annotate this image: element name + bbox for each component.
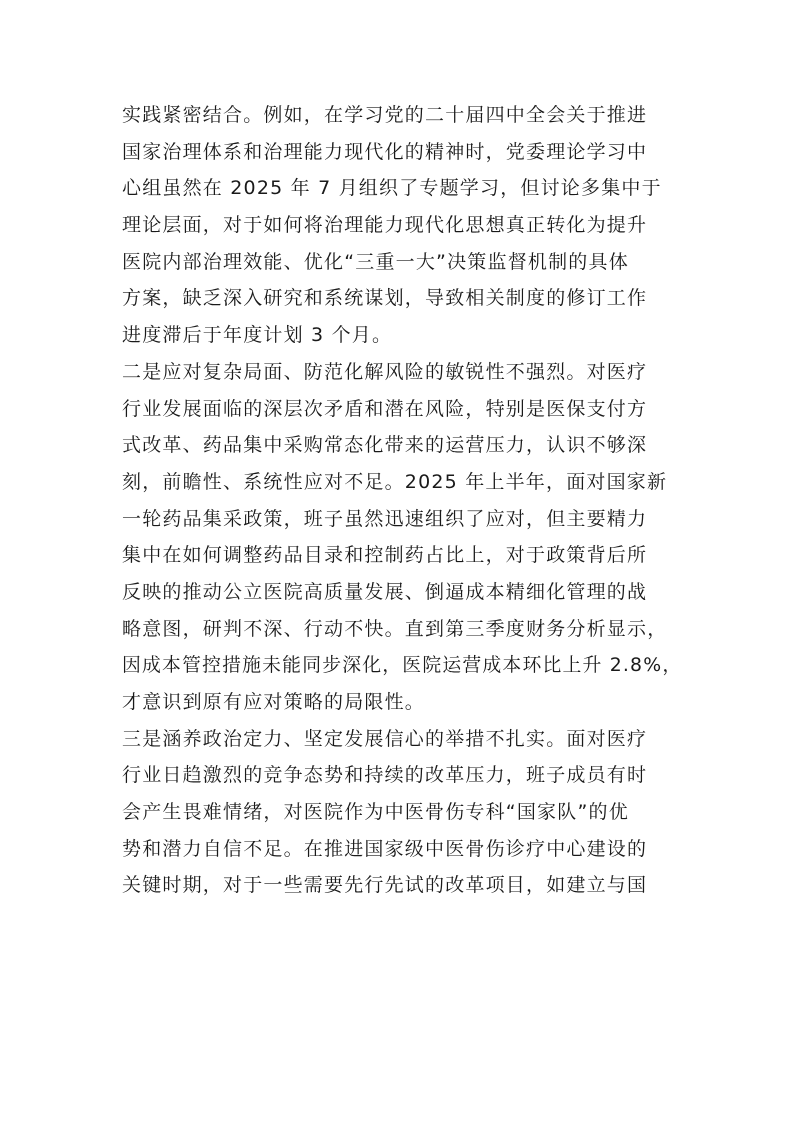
text-line: 才意识到原有应对策略的局限性。 xyxy=(122,691,426,713)
text-line: 势和潜力自信不足。在推进国家级中医骨伤诊疗中心建设的 xyxy=(122,837,648,860)
text-line: 方案，缺乏深入研究和系统谋划，导致相关制度的修订工作 xyxy=(122,287,648,310)
text-line: 反映的推动公立医院高质量发展、倒逼成本精细化管理的战 xyxy=(122,580,648,603)
text-line: 理论层面，对于如何将治理能力现代化思想真正转化为提升 xyxy=(122,214,648,237)
text-line: 国家治理体系和治理能力现代化的精神时，党委理论学习中 xyxy=(122,140,648,163)
document-body xyxy=(122,97,682,904)
text-line: 医院内部治理效能、优化“三重一大”决策监督机制的具体 xyxy=(122,250,629,273)
text-line: 关键时期，对于一些需要先行先试的改革项目，如建立与国 xyxy=(122,874,648,897)
text-line: 行业发展面临的深层次矛盾和潜在风险，特别是医保支付方 xyxy=(122,397,648,420)
text-line: 会产生畏难情绪，对医院作为中医骨伤专科“国家队”的优 xyxy=(122,801,629,824)
text-line: 二是应对复杂局面、防范化解风险的敏锐性不强烈。对医疗 xyxy=(122,360,648,383)
text-line: 实践紧密结合。例如，在学习党的二十届四中全会关于推进 xyxy=(122,104,648,126)
text-line: 进度滞后于年度计划 3 个月。 xyxy=(122,324,393,347)
text-line: 三是涵养政治定力、坚定发展信心的举措不扎实。面对医疗 xyxy=(122,727,648,750)
text-line: 集中在如何调整药品目录和控制药占比上，对于政策背后所 xyxy=(122,544,648,567)
text-line: 略意图，研判不深、行动不快。直到第三季度财务分析显示， xyxy=(122,617,668,640)
text-line: 式改革、药品集中采购常态化带来的运营压力，认识不够深 xyxy=(122,434,648,457)
text-line: 一轮药品集采政策，班子虽然迅速组织了应对，但主要精力 xyxy=(122,507,648,530)
text-line: 行业日趋激烈的竞争态势和持续的改革压力，班子成员有时 xyxy=(122,764,648,787)
text-line: 刻，前瞻性、系统性应对不足。2025 年上半年，面对国家新 xyxy=(122,470,668,493)
text-line: 因成本管控措施未能同步深化，医院运营成本环比上升 2.8%， xyxy=(122,654,683,677)
text-line: 心组虽然在 2025 年 7 月组织了专题学习，但讨论多集中于 xyxy=(122,177,662,200)
